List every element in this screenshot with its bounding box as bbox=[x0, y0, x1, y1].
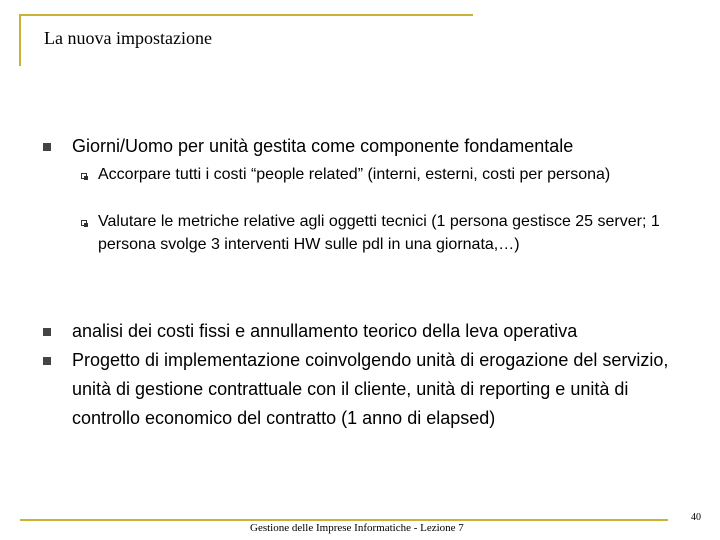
sub-bullet-text: Accorpare tutti i costi “people related” (interni, esterni, costi per persona) bbox=[98, 166, 611, 183]
bullet-square-icon bbox=[43, 143, 51, 151]
title-frame-left-line bbox=[19, 14, 21, 66]
title-frame-top-line bbox=[20, 14, 473, 16]
bullet-square-icon bbox=[43, 357, 51, 365]
bullet-text: Progetto di implementazione coinvolgendo unità di erogazione del servizio, unità di gestione contrattuale con il cliente, unità di reporting e unità di controllo economico del contratto (1 anno di elapsed) bbox=[72, 350, 669, 428]
sub-bullet-icon bbox=[81, 220, 87, 226]
sub-bullet-text: Valutare le metriche relative agli oggetti tecnici (1 persona gestisce 25 server; 1 persona svolge 3 interventi HW sulle pdl in una giornata,…) bbox=[98, 213, 660, 253]
bullet-square-icon bbox=[43, 328, 51, 336]
sub-bullet-icon bbox=[81, 173, 87, 179]
page-number: 40 bbox=[691, 512, 701, 523]
footer-line bbox=[20, 519, 668, 521]
bullet-text: Giorni/Uomo per unità gestita come componente fondamentale bbox=[72, 136, 574, 156]
footer-text: Gestione delle Imprese Informatiche - Lezione 7 bbox=[250, 522, 464, 534]
bullet-text: analisi dei costi fissi e annullamento teorico della leva operativa bbox=[72, 321, 578, 341]
slide-title: La nuova impostazione bbox=[44, 28, 212, 48]
